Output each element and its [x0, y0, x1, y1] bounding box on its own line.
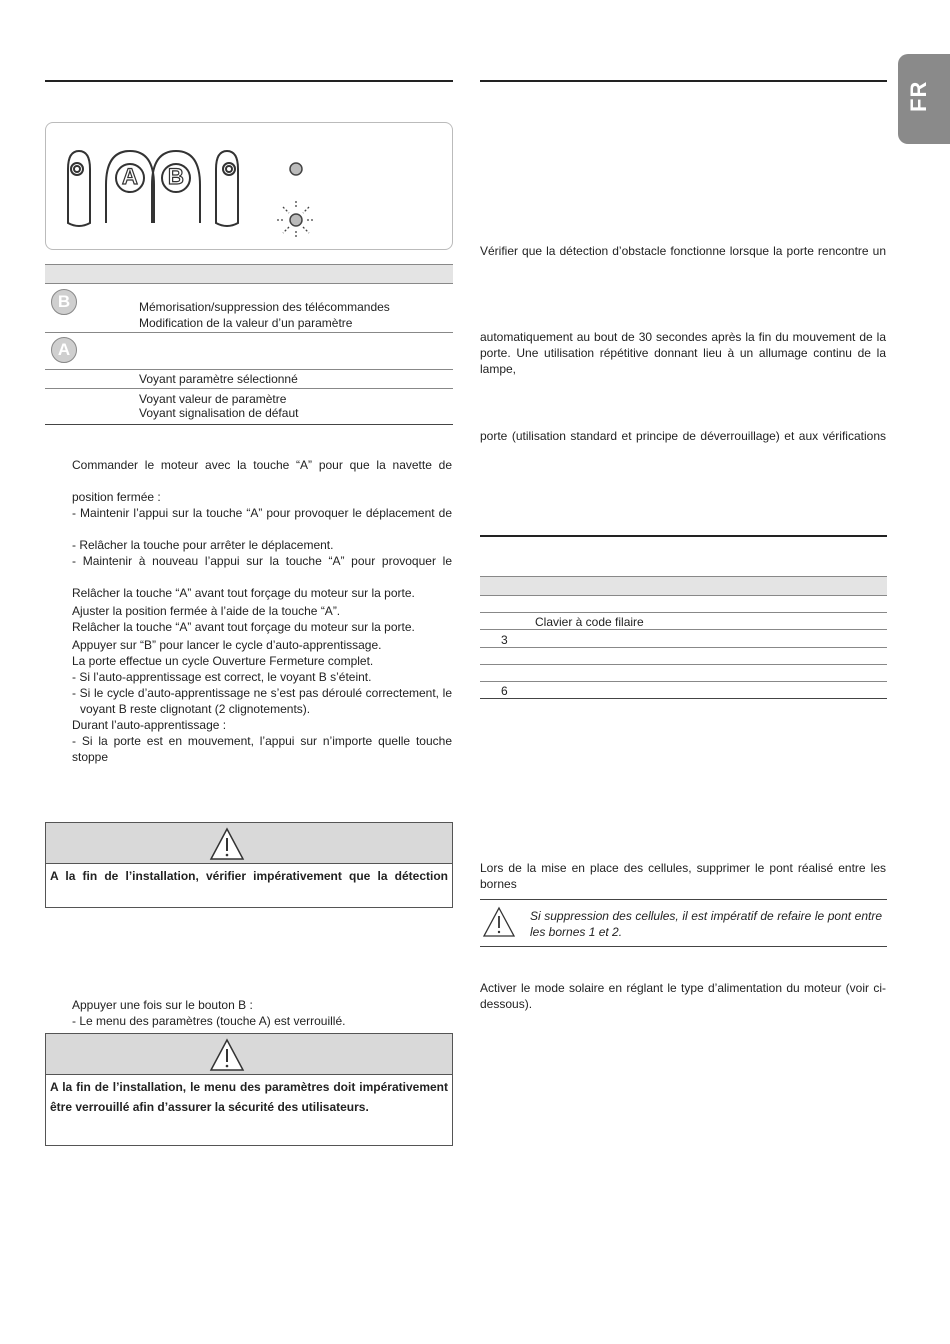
accessory-row-divider	[480, 612, 887, 613]
language-tab-label: FR	[906, 80, 931, 112]
button-b-symbol: B	[51, 289, 77, 315]
warning-header	[46, 823, 452, 864]
right-text-p3: porte (utilisation standard et principe de déverrouillage) et aux vérifications	[480, 429, 886, 443]
left-text-line: Relâcher la touche “A” avant tout forçage du moteur sur la porte.	[72, 620, 415, 634]
cells-note-line2: les bornes 1 et 2.	[530, 925, 623, 939]
right-column-top-rule	[480, 80, 887, 82]
left-text-line: Appuyer sur “B” pour lancer le cycle d’auto-apprentissage.	[72, 638, 382, 652]
warning-box-detection	[45, 822, 453, 908]
left-text-line: voyant B reste clignotant (2 clignotements).	[80, 702, 311, 716]
accessory-row-divider	[480, 647, 887, 648]
left-column-top-rule	[45, 80, 453, 82]
button-a-symbol: A	[51, 337, 77, 363]
warning2-line2: être verrouillé afin d’assurer la sécurité des utilisateurs.	[50, 1100, 369, 1114]
key-b-line2: Modification de la valeur d’un paramètre	[139, 316, 353, 330]
warning-box-lock	[45, 1033, 453, 1146]
solar-text-line1: Activer le mode solaire en réglant le type d’alimentation du moteur (voir ci-	[480, 981, 886, 995]
left-text-line: - Relâcher la touche pour arrêter le déplacement.	[72, 538, 334, 552]
accessory-table-bottom-rule	[480, 698, 887, 699]
warning-triangle-icon	[209, 827, 245, 861]
cells-note-top-rule	[480, 899, 887, 900]
warning-triangle-icon	[482, 906, 516, 938]
warning2-line1: A la fin de l’installation, le menu des paramètres doit impérativement	[50, 1080, 448, 1094]
lock-text-line2: - Le menu des paramètres (touche A) est verrouillé.	[72, 1014, 346, 1028]
left-text-line: La porte effectue un cycle Ouverture Fermeture complet.	[72, 654, 374, 668]
left-text-line: Relâcher la touche “A” avant tout forçage du moteur sur la porte.	[72, 586, 415, 600]
right-text-p2-line1: automatiquement au bout de 30 secondes après la fin du mouvement de la	[480, 330, 886, 344]
left-text-line: - Si l’auto-apprentissage est correct, le voyant B s’éteint.	[72, 670, 372, 684]
left-text-line: - Si le cycle d’auto-apprentissage ne s’est pas déroulé correctement, le	[72, 686, 452, 700]
key-table-divider	[45, 332, 453, 333]
left-text-line: position fermée :	[72, 490, 161, 504]
left-text-line: - Maintenir l’appui sur la touche “A” pour provoquer le déplacement de	[72, 506, 452, 520]
key-table-divider	[45, 388, 453, 389]
cells-note-bottom-rule	[480, 946, 887, 947]
key-led2-line1: Voyant valeur de paramètre	[139, 392, 287, 406]
accessory-row-divider	[480, 681, 887, 682]
key-table-header	[45, 264, 453, 284]
key-led1: Voyant paramètre sélectionné	[139, 372, 298, 386]
warning-header	[46, 1034, 452, 1075]
accessory-row-number: 6	[501, 684, 508, 698]
control-panel-drawing	[46, 123, 452, 249]
panel-button-a-label: A	[122, 164, 138, 189]
cells-note-line1: Si suppression des cellules, il est impératif de refaire le pont entre	[530, 909, 882, 923]
key-table-bottom-rule	[45, 424, 453, 425]
accessory-table-header	[480, 576, 887, 596]
accessory-row-divider	[480, 629, 887, 630]
key-b-line1: Mémorisation/suppression des télécommandes	[139, 300, 390, 314]
left-text-line: Ajuster la position fermée à l’aide de la touche “A”.	[72, 604, 341, 618]
right-text-p2-line2: porte. Une utilisation répétitive donnant lieu à un allumage continu de la lampe,	[480, 346, 886, 376]
solar-text-line2: dessous).	[480, 997, 533, 1011]
left-text-line: Commander le moteur avec la touche “A” pour que la navette de	[72, 458, 452, 472]
cells-text: Lors de la mise en place des cellules, supprimer le pont réalisé entre les bornes	[480, 861, 886, 891]
key-table-divider	[45, 369, 453, 370]
right-text-p1: Vérifier que la détection d’obstacle fonctionne lorsque la porte rencontre un	[480, 244, 886, 258]
left-text-line: - Maintenir à nouveau l’appui sur la touche “A” pour provoquer le	[72, 554, 452, 568]
right-section-rule	[480, 535, 887, 537]
language-tab	[898, 54, 950, 144]
accessory-row-divider	[480, 664, 887, 665]
warning-triangle-icon	[209, 1038, 245, 1072]
left-text-line: Durant l’auto-apprentissage :	[72, 718, 227, 732]
warning1-text: A la fin de l’installation, vérifier impérativement que la détection	[50, 869, 448, 883]
accessory-row-number: 3	[501, 633, 508, 647]
accessory-row-label: Clavier à code filaire	[535, 615, 644, 629]
key-led2-line2: Voyant signalisation de défaut	[139, 406, 299, 420]
control-panel-illustration	[45, 122, 453, 250]
panel-button-b-label: B	[168, 164, 184, 189]
lock-text-line1: Appuyer une fois sur le bouton B :	[72, 998, 253, 1012]
left-text-line: - Si la porte est en mouvement, l’appui sur n’importe quelle touche stoppe	[72, 734, 452, 764]
